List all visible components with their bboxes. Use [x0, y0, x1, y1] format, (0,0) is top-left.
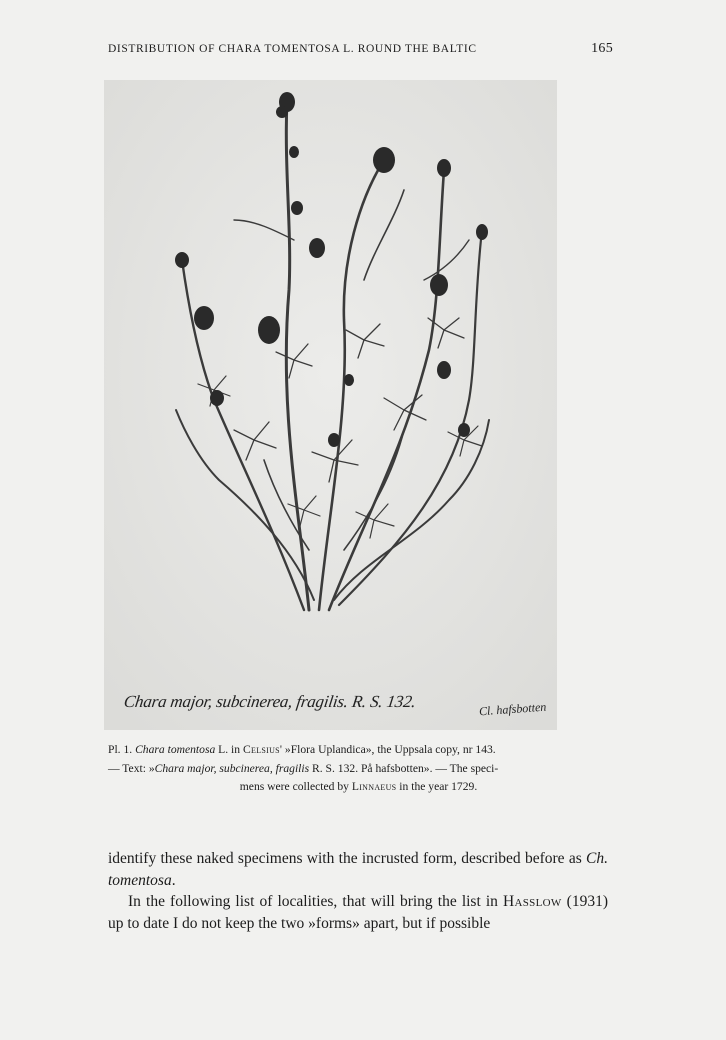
caption-author: Celsius [242, 743, 280, 756]
specimen-plate [104, 80, 557, 730]
plate-caption [108, 741, 609, 797]
handwritten-signature: Cl. hafsbotten [478, 699, 547, 719]
caption-quoted-text: Chara major, subcinerea, fragilis [154, 761, 310, 775]
running-head-title: DISTRIBUTION OF CHARA TOMENTOSA L. ROUND THE BALTIC [108, 43, 477, 55]
cited-author: Hasslow [503, 893, 562, 910]
body-text [108, 848, 608, 934]
paragraph-2: In the following list of localities, that will bring the list in Hasslow (1931) up to date I do not keep the two »forms» apart, but if possible [108, 893, 608, 932]
paragraph-1: identify these naked specimens with the incrusted form, described before as Ch. tomentosa. [108, 850, 608, 889]
handwritten-label: Chara major, subcinerea, fragilis. R. S. 132. [122, 692, 418, 711]
herbarium-specimen-illustration [104, 80, 557, 730]
caption-collector: Linnaeus [351, 780, 397, 793]
page-number: 165 [591, 41, 613, 56]
caption-species: Chara tomentosa [135, 743, 216, 756]
caption-line-3: mens were collected by Linnaeus in the year 1729. [239, 780, 478, 793]
caption-line-2: — Text: »Chara major, subcinerea, fragilis R. S. 132. På hafsbotten». — The speci- [108, 761, 499, 775]
caption-line-1: Pl. 1. Chara tomentosa L. in Celsius' »Flora Uplandica», the Uppsala copy, nr 143. [108, 743, 496, 756]
